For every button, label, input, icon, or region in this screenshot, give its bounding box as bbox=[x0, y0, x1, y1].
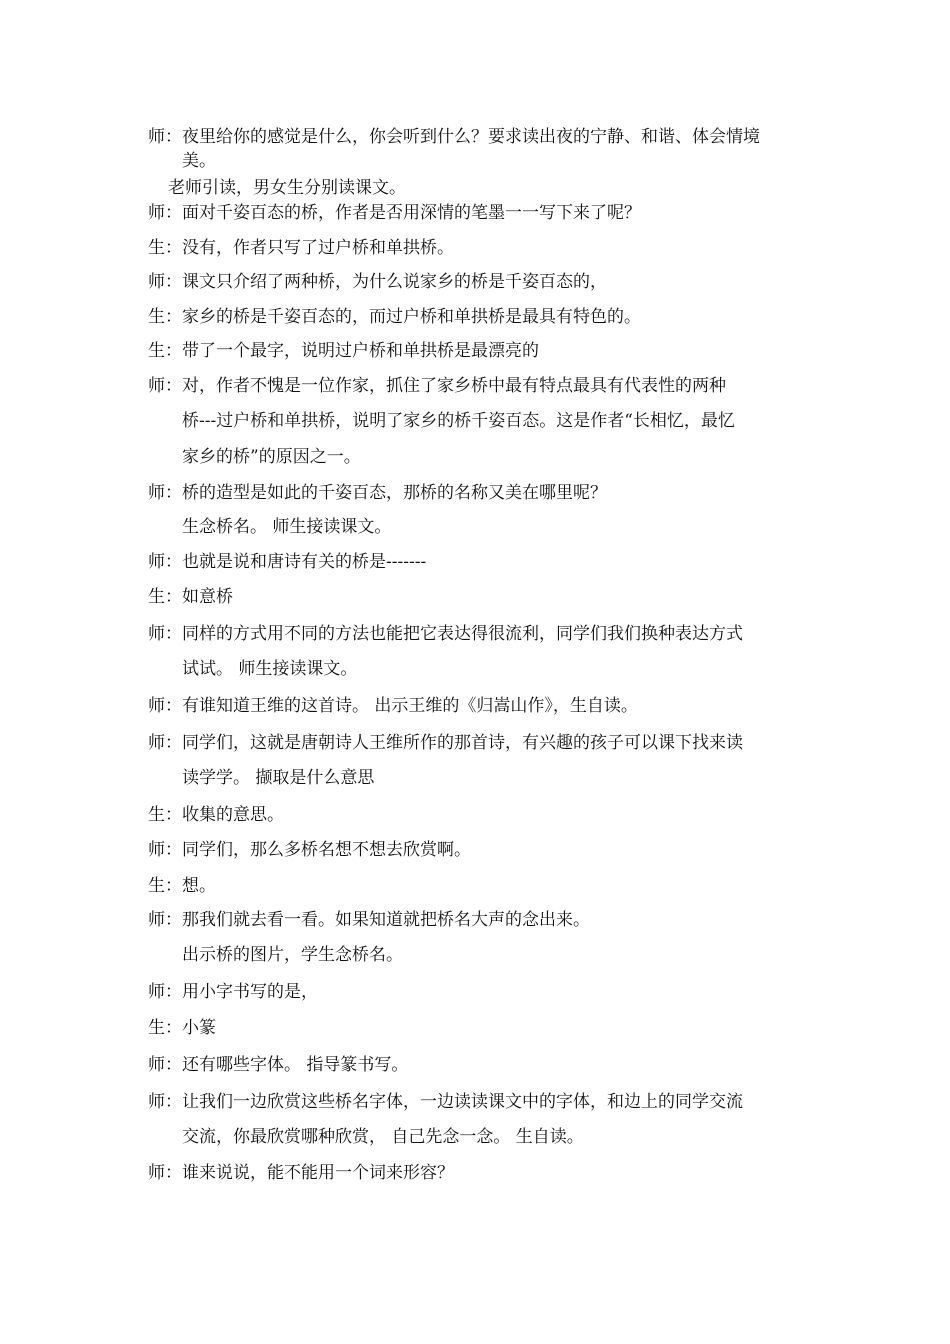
dialogue-line: 师：用小字书写的是， bbox=[148, 982, 318, 1002]
dialogue-line: 生：带了一个最字，说明过户桥和单拱桥是最漂亮的 bbox=[148, 341, 539, 361]
dialogue-line-continuation: 美。 bbox=[182, 151, 216, 171]
dialogue-line: 师：同学们，那么多桥名想不想去欣赏啊。 bbox=[148, 840, 471, 860]
dialogue-line: 师：也就是说和唐诗有关的桥是------- bbox=[148, 552, 427, 572]
dialogue-line: 师：有谁知道王维的这首诗。 出示王维的《归嵩山作》，生自读。 bbox=[148, 696, 638, 716]
dialogue-line: 师：对，作者不愧是一位作家，抓住了家乡桥中最有特点最具有代表性的两种 bbox=[148, 376, 726, 396]
dialogue-line: 师：那我们就去看一看。如果知道就把桥名大声的念出来。 bbox=[148, 910, 590, 930]
dialogue-line: 生：家乡的桥是千姿百态的，而过户桥和单拱桥是最具有特色的。 bbox=[148, 307, 641, 327]
dialogue-line-continuation: 试试。 师生接读课文。 bbox=[182, 659, 358, 679]
dialogue-line: 师：同样的方式用不同的方法也能把它表达得很流利，同学们我们换种表达方式 bbox=[148, 624, 743, 644]
dialogue-line: 师：面对千姿百态的桥，作者是否用深情的笔墨一一写下来了呢？ bbox=[148, 203, 641, 223]
dialogue-line: 生：想。 bbox=[148, 876, 216, 896]
stage-direction: 出示桥的图片，学生念桥名。 bbox=[182, 945, 403, 965]
dialogue-line: 师：课文只介绍了两种桥，为什么说家乡的桥是千姿百态的， bbox=[148, 272, 607, 292]
dialogue-line-continuation: 交流，你最欣赏哪种欣赏， 自己先念一念。 生自读。 bbox=[182, 1127, 584, 1147]
dialogue-line: 师：同学们，这就是唐朝诗人王维所作的那首诗，有兴趣的孩子可以课下找来读 bbox=[148, 733, 743, 753]
dialogue-line: 生：收集的意思。 bbox=[148, 805, 284, 825]
dialogue-line: 生：如意桥 bbox=[148, 587, 233, 607]
dialogue-line: 师：桥的造型是如此的千姿百态，那桥的名称又美在哪里呢？ bbox=[148, 483, 607, 503]
dialogue-line: 师：谁来说说，能不能用一个词来形容？ bbox=[148, 1163, 454, 1183]
stage-direction: 生念桥名。 师生接读课文。 bbox=[182, 517, 392, 537]
dialogue-line: 生：小篆 bbox=[148, 1018, 216, 1038]
dialogue-line: 生：没有，作者只写了过户桥和单拱桥。 bbox=[148, 238, 454, 258]
dialogue-line: 师：夜里给你的感觉是什么，你会听到什么？要求读出夜的宁静、和谐、体会情境 bbox=[148, 127, 760, 147]
dialogue-line: 师：还有哪些字体。 指导篆书写。 bbox=[148, 1055, 409, 1075]
dialogue-line-continuation: 桥---过户桥和单拱桥，说明了家乡的桥千姿百态。这是作者“长相忆，最忆 bbox=[182, 411, 735, 431]
stage-direction: 老师引读，男女生分别读课文。 bbox=[168, 178, 406, 198]
dialogue-line-continuation: 家乡的桥”的原因之一。 bbox=[182, 447, 361, 467]
dialogue-line-continuation: 读学学。 撷取是什么意思 bbox=[182, 768, 375, 788]
dialogue-line: 师：让我们一边欣赏这些桥名字体，一边读读课文中的字体，和边上的同学交流 bbox=[148, 1092, 743, 1112]
